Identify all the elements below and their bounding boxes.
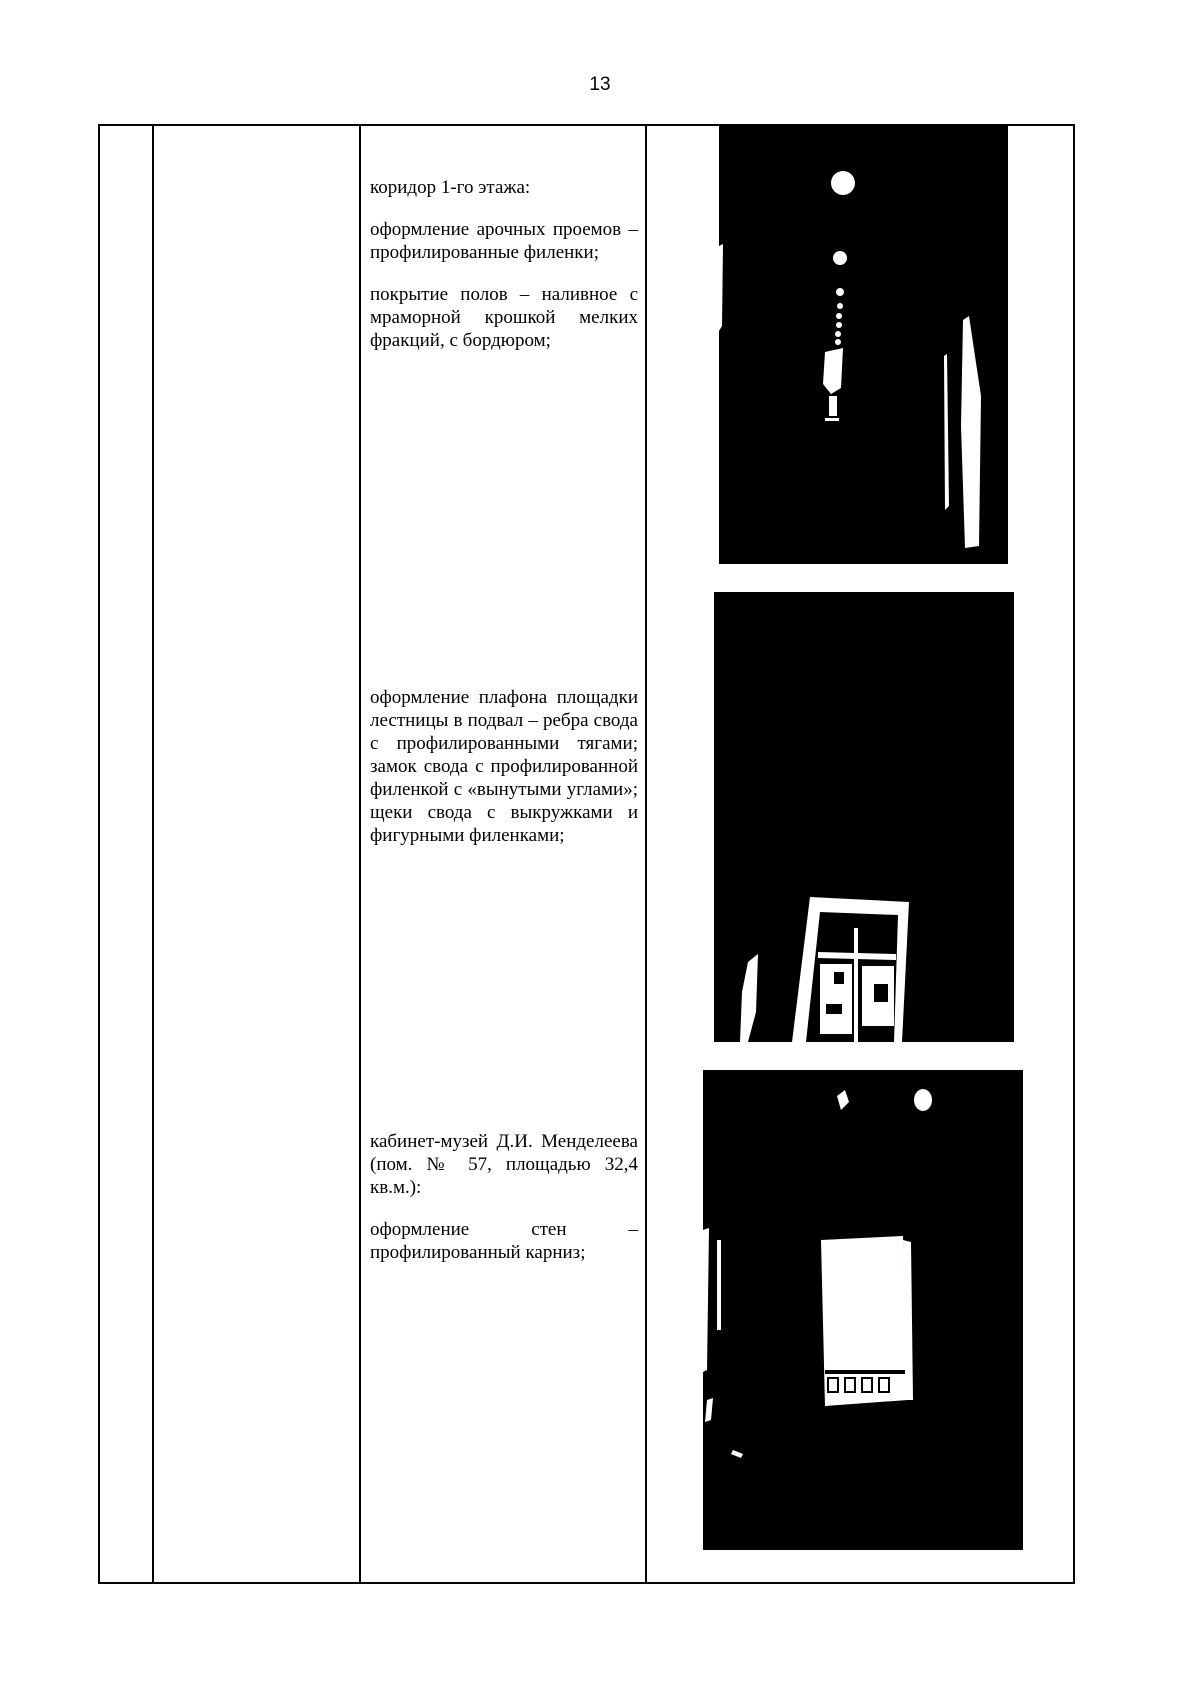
paragraph-stair-ceiling: оформление плафона площадки лестницы в подвал – ребра свода с профилированными тягами; замок свода с профилированной филенкой с «вынутыми углами»; щеки свода с выкружками и фигурными филенками;: [370, 687, 638, 846]
museum-cabinet-photo: [703, 1070, 1023, 1550]
column-divider-3: [645, 126, 647, 1582]
paragraph-museum-heading: кабинет-музей Д.И. Менделеева (пом. № 57, площадью 32,4 кв.м.):: [370, 1131, 638, 1198]
paragraph-corridor-heading: коридор 1-го этажа:: [370, 177, 531, 198]
paragraph-wall-cornice: оформление стен – профилированный карниз;: [370, 1219, 638, 1263]
description-museum-cabinet: [370, 1130, 638, 1283]
document-table: [98, 124, 1075, 1584]
column-divider-2: [359, 126, 361, 1582]
corridor-photo-image: [719, 126, 1008, 564]
column-divider-1: [152, 126, 154, 1582]
stair-ceiling-photo-image: [714, 592, 1014, 1042]
corridor-photo: [719, 126, 1008, 564]
museum-cabinet-photo-image: [703, 1070, 1023, 1550]
paragraph-floor-covering: покрытие полов – наливное с мраморной крошкой мелких фракций, с бордюром;: [370, 284, 638, 351]
page-number: 13: [589, 74, 611, 95]
paragraph-arch-openings: оформление арочных проемов – профилированные филенки;: [370, 219, 638, 263]
description-stair-ceiling: [370, 686, 638, 866]
description-corridor: [370, 176, 638, 371]
stair-ceiling-photo: [714, 592, 1014, 1042]
